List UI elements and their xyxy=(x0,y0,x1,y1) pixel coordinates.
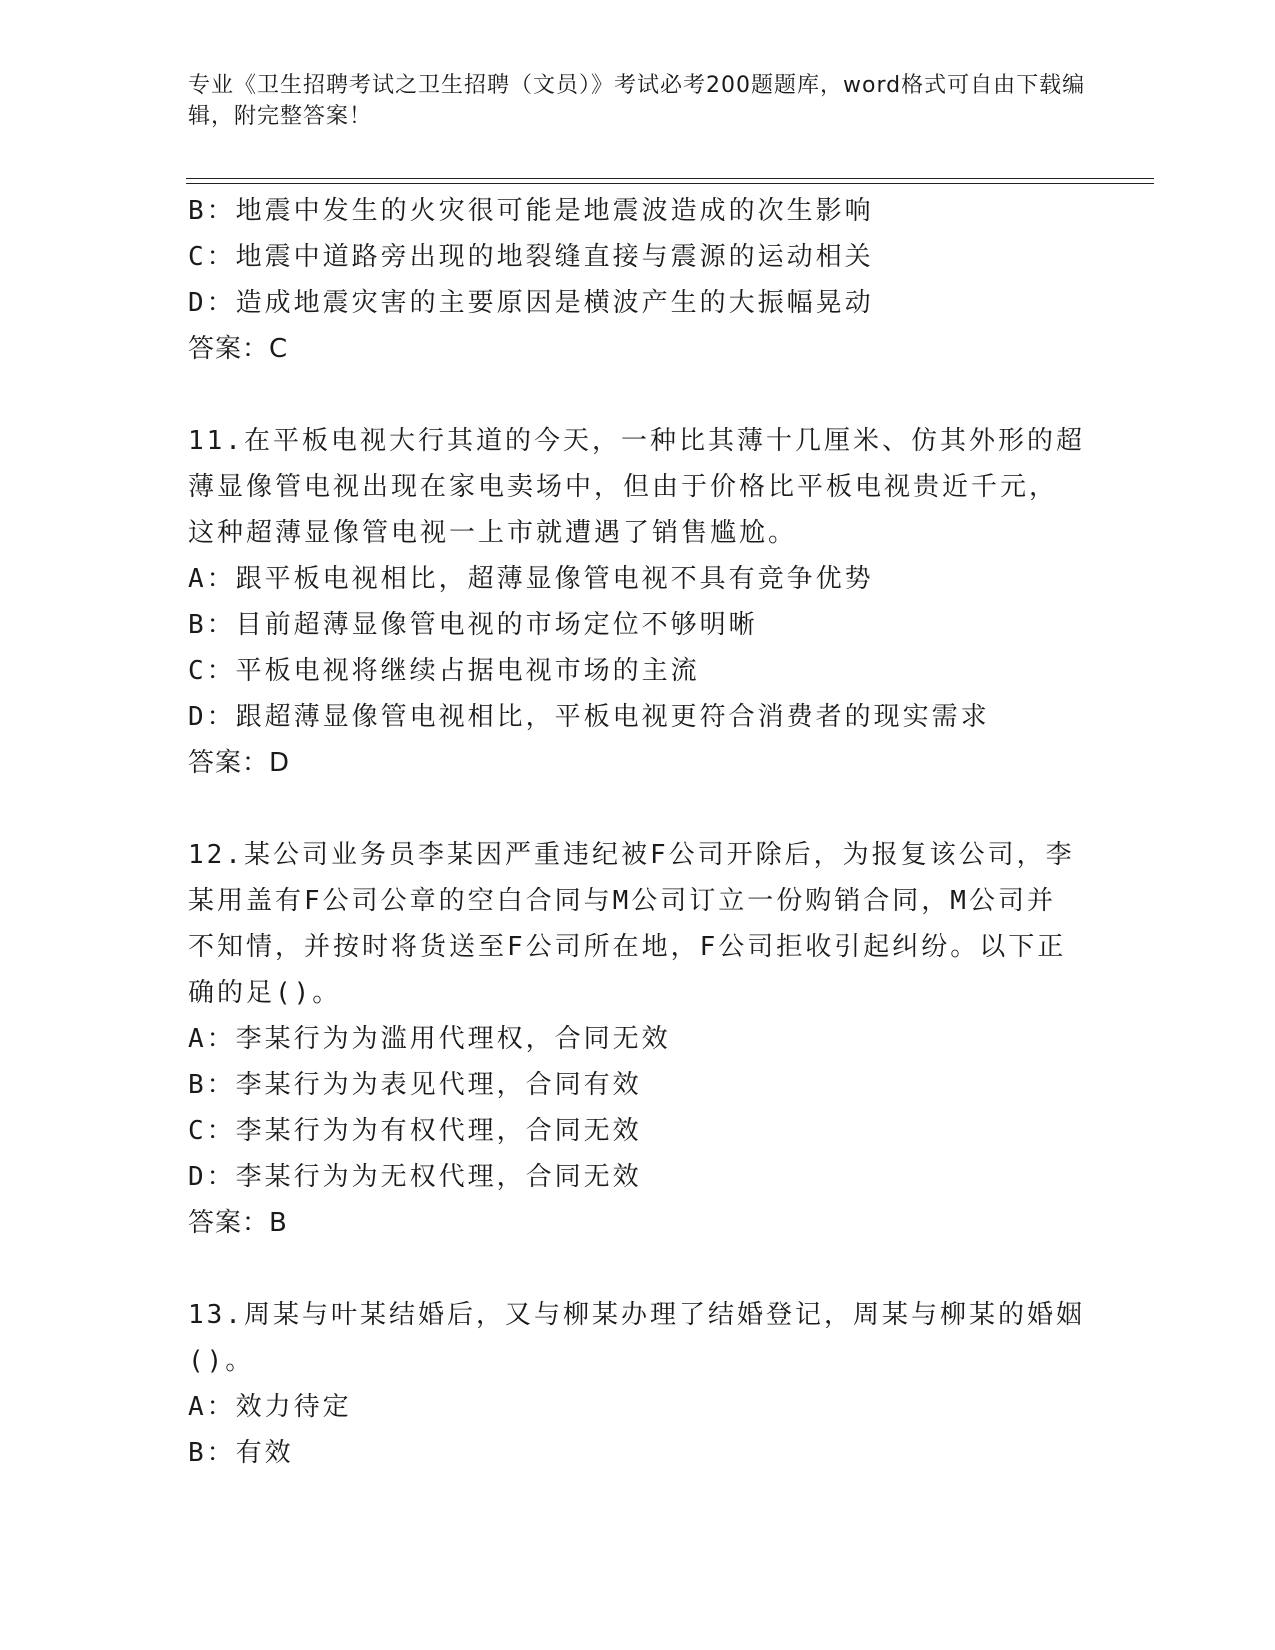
question-stem-line: 薄显像管电视出现在家电卖场中，但由于价格比平板电视贵近千元， xyxy=(188,472,1059,502)
question-13 xyxy=(188,1292,1088,1476)
option-c: C：地震中道路旁出现的地裂缝直接与震源的运动相关 xyxy=(188,242,874,272)
option-b: B：李某行为为表见代理，合同有效 xyxy=(188,1070,642,1100)
question-stem-line: 某用盖有F公司公章的空白合同与M公司订立一份购销合同，M公司并 xyxy=(188,886,1056,916)
option-d: D：跟超薄显像管电视相比，平板电视更符合消费者的现实需求 xyxy=(188,702,990,732)
document-header: 专业《卫生招聘考试之卫生招聘（文员）》考试必考200题题库，word格式可自由下载编辑，附完整答案！ xyxy=(188,73,1086,129)
question-list xyxy=(188,188,1088,1476)
spacer xyxy=(188,786,1088,832)
option-c: C：平板电视将继续占据电视市场的主流 xyxy=(188,656,700,686)
question-10-tail xyxy=(188,188,1088,372)
question-stem-line: 确的足()。 xyxy=(188,978,342,1008)
option-a: A：效力待定 xyxy=(188,1392,352,1422)
option-a: A：李某行为为滥用代理权，合同无效 xyxy=(188,1024,671,1054)
option-b: B：目前超薄显像管电视的市场定位不够明晰 xyxy=(188,610,758,640)
question-11 xyxy=(188,418,1088,786)
question-stem-line: ()。 xyxy=(188,1346,255,1376)
option-a: A：跟平板电视相比，超薄显像管电视不具有竞争优势 xyxy=(188,564,874,594)
question-stem-line: 12.某公司业务员李某因严重违纪被F公司开除后，为报复该公司，李 xyxy=(188,840,1075,870)
answer-line: 答案：C xyxy=(188,334,289,364)
header-divider-top xyxy=(186,178,1154,179)
question-stem-line: 13.周某与叶某结婚后，又与柳某办理了结婚登记，周某与柳某的婚姻 xyxy=(188,1300,1085,1330)
spacer xyxy=(188,372,1088,418)
question-stem-line: 11.在平板电视大行其道的今天，一种比其薄十几厘米、仿其外形的超 xyxy=(188,426,1085,456)
header-divider-bottom xyxy=(186,183,1154,184)
question-stem-line: 不知情，并按时将货送至F公司所在地，F公司拒收引起纠纷。以下正 xyxy=(188,932,1067,962)
spacer xyxy=(188,1246,1088,1292)
option-d: D：造成地震灾害的主要原因是横波产生的大振幅晃动 xyxy=(188,288,874,318)
question-stem-line: 这种超薄显像管电视一上市就遭遇了销售尴尬。 xyxy=(188,518,798,548)
option-d: D：李某行为为无权代理，合同无效 xyxy=(188,1162,642,1192)
answer-line: 答案：D xyxy=(188,748,291,778)
option-c: C：李某行为为有权代理，合同无效 xyxy=(188,1116,642,1146)
option-b: B：地震中发生的火灾很可能是地震波造成的次生影响 xyxy=(188,196,874,226)
question-12 xyxy=(188,832,1088,1246)
answer-line: 答案：B xyxy=(188,1208,288,1238)
option-b: B：有效 xyxy=(188,1438,294,1468)
